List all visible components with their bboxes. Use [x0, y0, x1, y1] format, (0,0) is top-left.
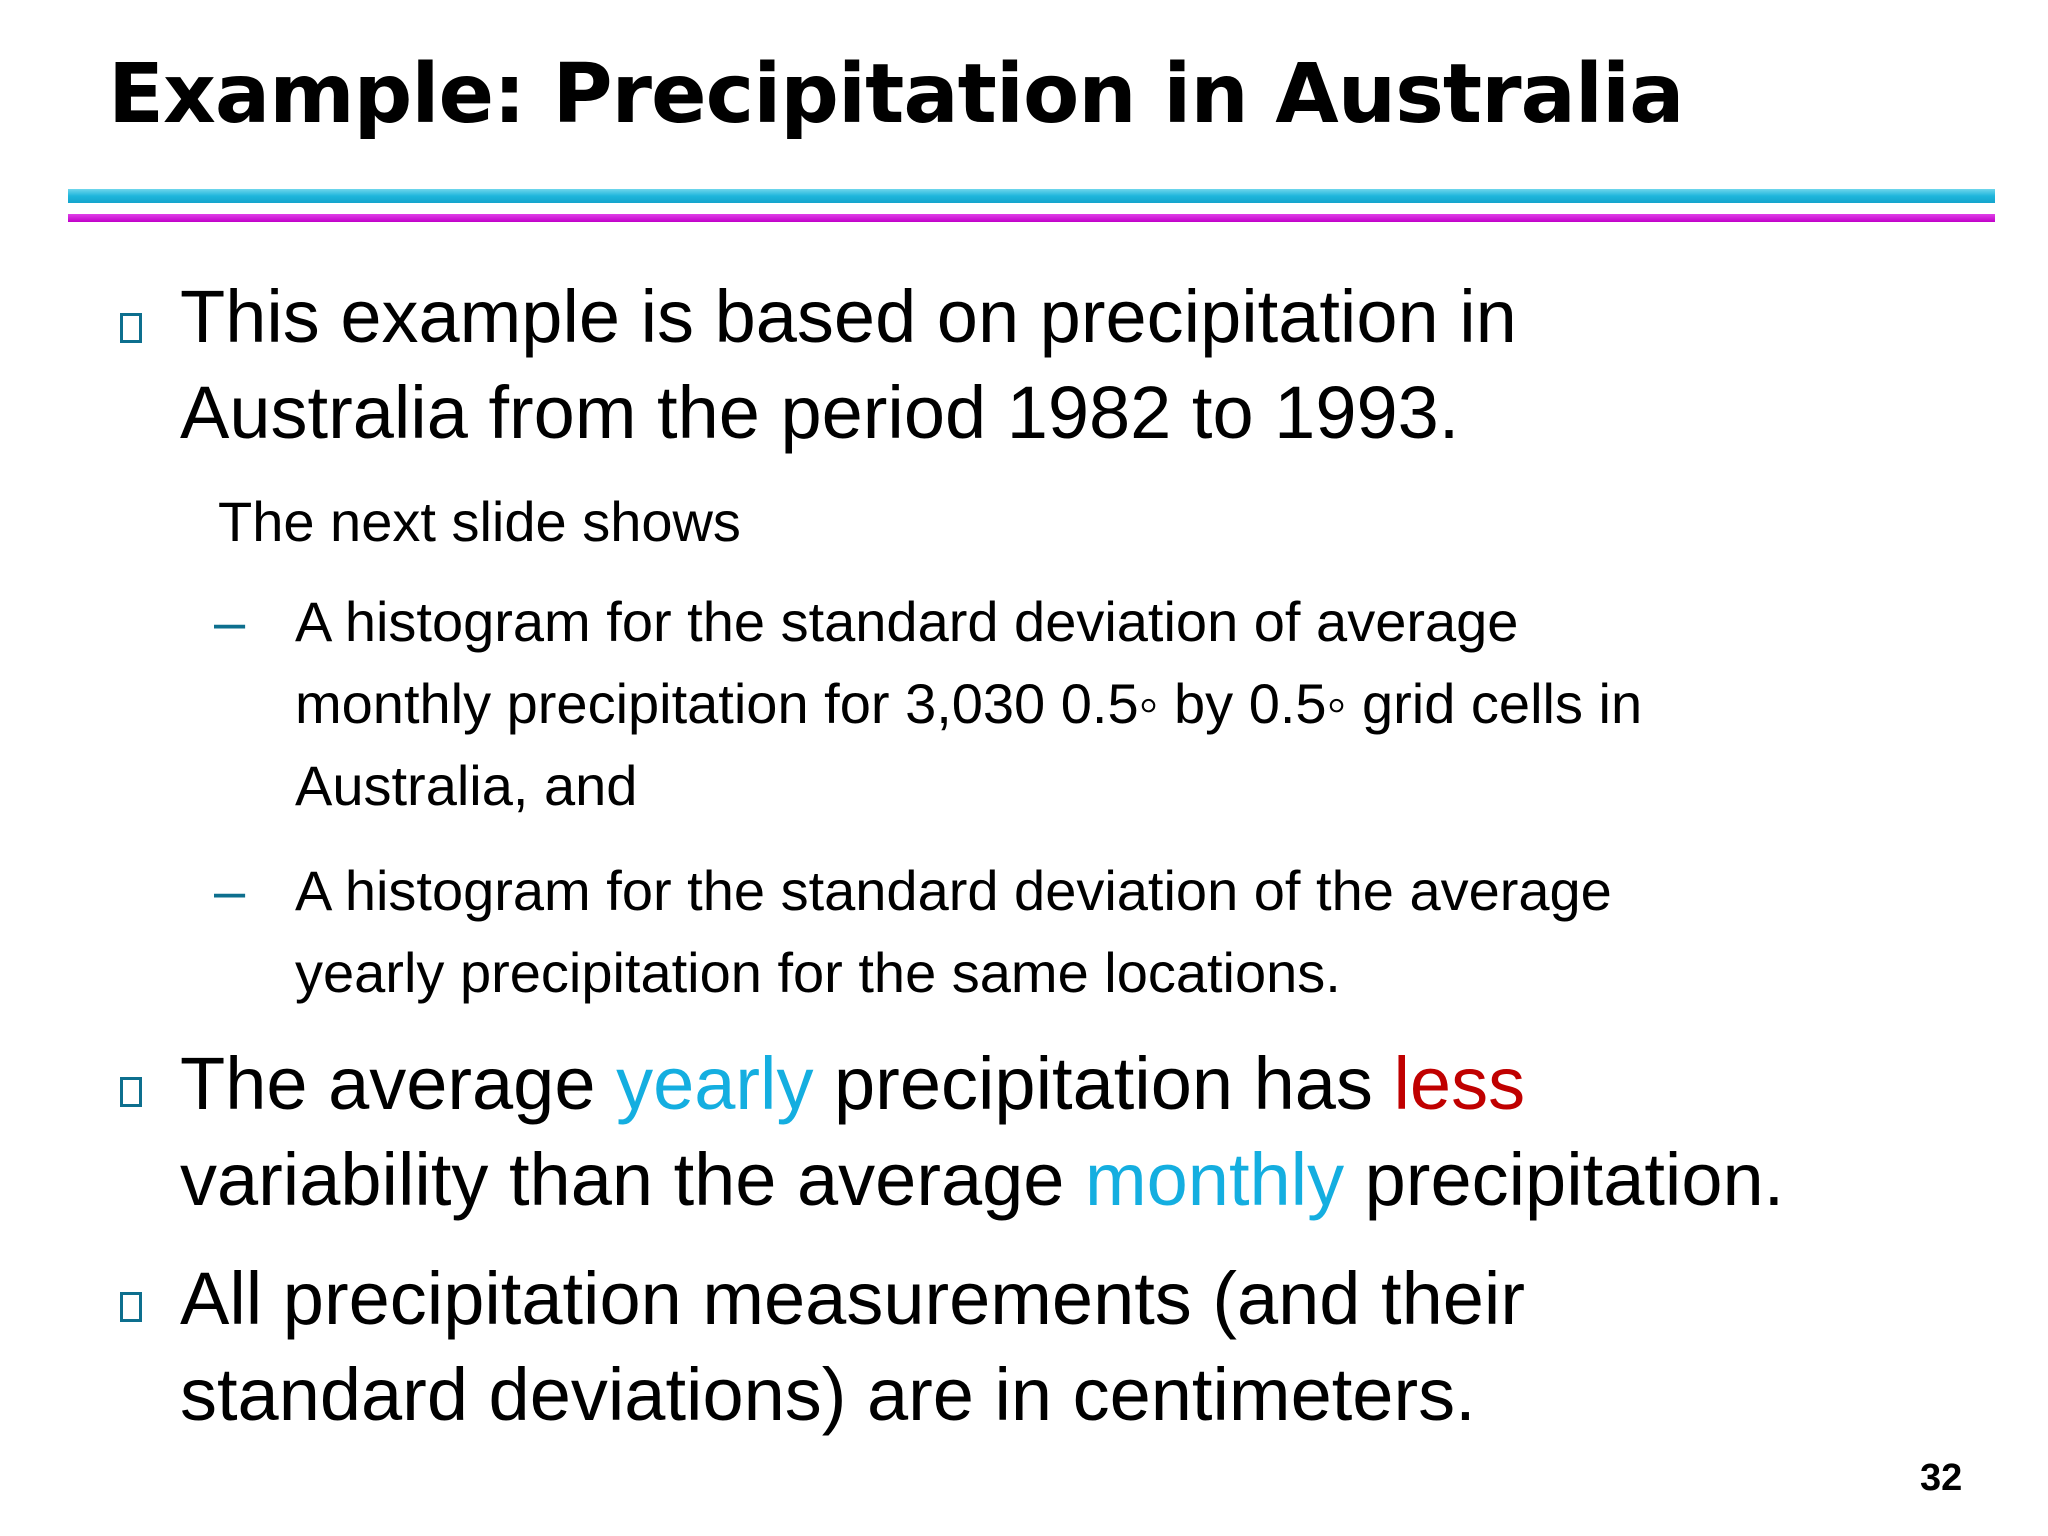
bullet-2-text: [180, 1036, 1784, 1228]
sub-item-1-text: [295, 580, 1642, 828]
sub-item-2-line-1: A histogram for the standard deviation of the average: [295, 859, 1612, 922]
dash-bullet-icon: –: [214, 859, 246, 922]
sub-item-1-line-3: Australia, and: [295, 754, 638, 817]
title-underline-cyan: [68, 189, 1995, 203]
title-underline-magenta: [68, 214, 1995, 222]
bullet-1-text: [180, 269, 1517, 461]
highlight-monthly: monthly: [1084, 1138, 1345, 1221]
bullet-3-text: [180, 1251, 1525, 1443]
bullet-2-line-1: The average yearly precipitation has less: [180, 1042, 1526, 1125]
bullet-2-line-2: variability than the average monthly precipitation.: [180, 1138, 1785, 1221]
bullet-square-icon: [120, 1292, 142, 1322]
slide-title: Example: Precipitation in Australia: [108, 47, 1684, 142]
sub-item-1-line-1: A histogram for the standard deviation of average: [295, 590, 1519, 653]
bullet-3-line-1: All precipitation measurements (and their: [180, 1257, 1525, 1340]
bullet-square-icon: [120, 313, 142, 343]
sub-item-2-text: [295, 849, 1612, 1015]
bullet-3-line-2: standard deviations) are in centimeters.: [180, 1353, 1476, 1436]
sub-intro-text: The next slide shows: [218, 490, 741, 553]
sub-item-1-line-2: monthly precipitation for 3,030 0.5◦ by 0.5◦ grid cells in: [295, 672, 1643, 735]
dash-bullet-icon: –: [214, 590, 246, 653]
bullet-1-line-1: This example is based on precipitation in: [180, 275, 1517, 358]
page-number: 32: [1920, 1457, 1963, 1499]
sub-item-2-line-2: yearly precipitation for the same locations.: [295, 941, 1341, 1004]
highlight-yearly: yearly: [616, 1042, 814, 1125]
highlight-less: less: [1393, 1042, 1526, 1125]
bullet-1-line-2: Australia from the period 1982 to 1993.: [180, 371, 1460, 454]
bullet-square-icon: [120, 1077, 142, 1107]
